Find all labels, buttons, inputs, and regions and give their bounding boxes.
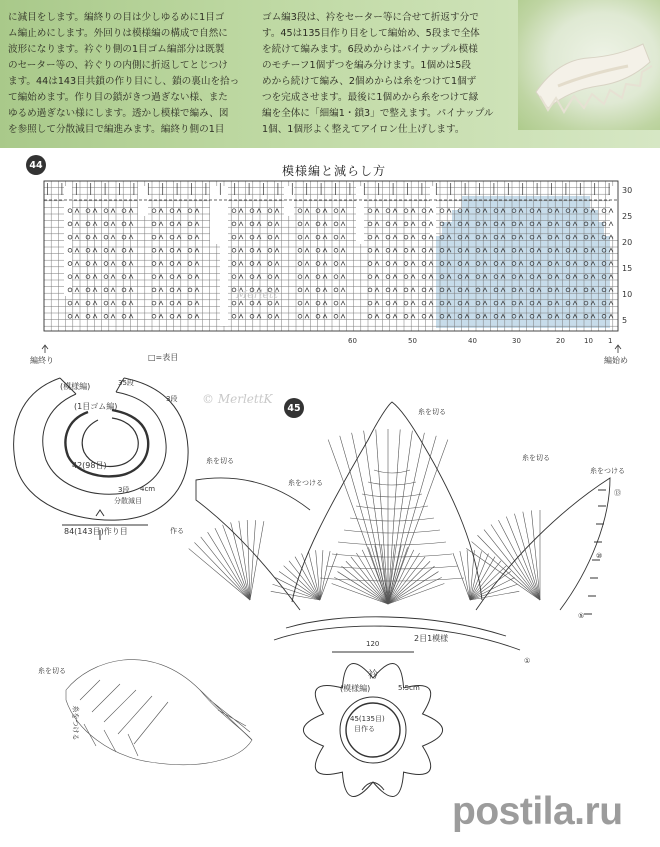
text-line: に減目をします。編終りの目は少しゆるめに1目ゴ xyxy=(8,12,225,23)
text-line: を参照して分散減目で編進みます。編終り側の1目 xyxy=(8,124,225,135)
row-number: 20 xyxy=(622,238,633,247)
chart-end-label: 編終り xyxy=(30,356,54,365)
note-cut-bl: 糸を切る xyxy=(38,667,66,675)
row-number: 25 xyxy=(622,212,633,221)
schematic-44-decrease: 分散減目 xyxy=(114,497,142,505)
note-cut-right: 糸を切る xyxy=(522,454,550,462)
text-line: のモチーフ1個ずつを編み分けます。1個めは5段 xyxy=(262,60,471,71)
pattern-repeat-note: 2目1模様 xyxy=(414,634,449,643)
row-number: 5 xyxy=(622,316,628,325)
mid-watermark: © MerlettK xyxy=(202,392,273,406)
col-number: 30 xyxy=(512,337,521,345)
schematic-44-rib-label: (1目ゴム編) xyxy=(74,402,118,411)
text-line: のセーター等の、衿ぐりの内側に折返してとじつけ xyxy=(8,60,228,71)
text-line: す。45は135目作り目をして編始め、5段まで全体 xyxy=(262,28,480,39)
schematic-44-inner-count: 42(98目) xyxy=(72,461,107,470)
col-number: 20 xyxy=(556,337,565,345)
note-cut-top: 糸を切る xyxy=(418,408,446,416)
row-number: 15 xyxy=(622,264,633,273)
col-number: 50 xyxy=(408,337,417,345)
section-44-badge: 44 xyxy=(26,155,46,175)
schematic-45-inner: 45(135目) xyxy=(350,715,385,723)
text-line: 編を全体に「細編1・鎖3」で整えます。パイナップル xyxy=(262,108,494,119)
schematic-44-bottom: 84(143目)作り目 xyxy=(64,527,128,536)
chart-watermark: Merlett xyxy=(236,288,278,301)
round-number: ⑩ xyxy=(596,552,603,560)
text-line: を続けて編みます。6段めからはパイナップル模様 xyxy=(262,44,478,55)
schematic-44-rib-rows: 3段 xyxy=(166,395,178,403)
schematic-44-start-note: 作る xyxy=(170,527,184,535)
schematic-45-top: 120 xyxy=(366,640,380,648)
note-attach-left: 糸をつける xyxy=(288,479,323,487)
col-number: 60 xyxy=(348,337,357,345)
site-watermark: postila.ru xyxy=(452,790,623,833)
chart-legend: □=表目 xyxy=(148,353,179,362)
section-45-badge: 45 xyxy=(284,398,304,418)
chart-44-title: 模様編と減らし方 xyxy=(282,164,387,178)
text-line: 1個、1個形よく整えてアイロン仕上げします。 xyxy=(262,124,465,135)
row-number: 10 xyxy=(622,290,633,299)
schematic-45-inner-note: 目作る xyxy=(354,725,375,733)
text-line: つを完成させます。最後に1個めから糸をつけて縁 xyxy=(262,92,479,103)
schematic-44-pattern-label: (模様編) xyxy=(60,382,91,391)
round-number: ① xyxy=(524,657,531,665)
note-cut-left: 糸を切る xyxy=(206,457,234,465)
text-line: ゴム編3段は、衿をセーター等に合せて折返す分で xyxy=(262,12,479,23)
round-number: ⑤ xyxy=(578,612,585,620)
text-line: 波形になります。衿ぐり側の1目ゴム編部分は既製 xyxy=(8,44,225,55)
text-line: ム編止めにします。外回りは模様編の構成で自然に xyxy=(8,28,228,39)
chart-start-label: 編始め xyxy=(604,356,628,365)
schematic-45-title: 衿 xyxy=(368,670,378,681)
note-attach-right: 糸をつける xyxy=(590,467,625,475)
text-line: ます。44は143目共鎖の作り目にし、鎖の裏山を拾っ xyxy=(8,76,240,87)
schematic-45-pattern: (模様編) xyxy=(340,684,371,693)
schematic-44-side-b: 4cm xyxy=(140,485,156,493)
schematic-45-height: 5.5cm xyxy=(398,684,420,692)
schematic-44-side-a: 3段 xyxy=(118,486,130,494)
row-number: 30 xyxy=(622,186,633,195)
col-number: 1 xyxy=(608,337,613,345)
text-line: めから続けて編み、2個めからは糸をつけて1個ず xyxy=(262,76,477,87)
col-number: 10 xyxy=(584,337,593,345)
round-number: ⑬ xyxy=(614,489,621,497)
text-line: ゆるめ過ぎない様にします。透かし模様で編み、図 xyxy=(8,108,229,119)
col-number: 40 xyxy=(468,337,477,345)
note-attach-bl: 糸をつける xyxy=(71,705,80,741)
text-line: て編始めます。作り目の鎖がきつ過ぎない様、また xyxy=(8,92,228,103)
schematic-44-rows: 35段 xyxy=(118,379,134,387)
